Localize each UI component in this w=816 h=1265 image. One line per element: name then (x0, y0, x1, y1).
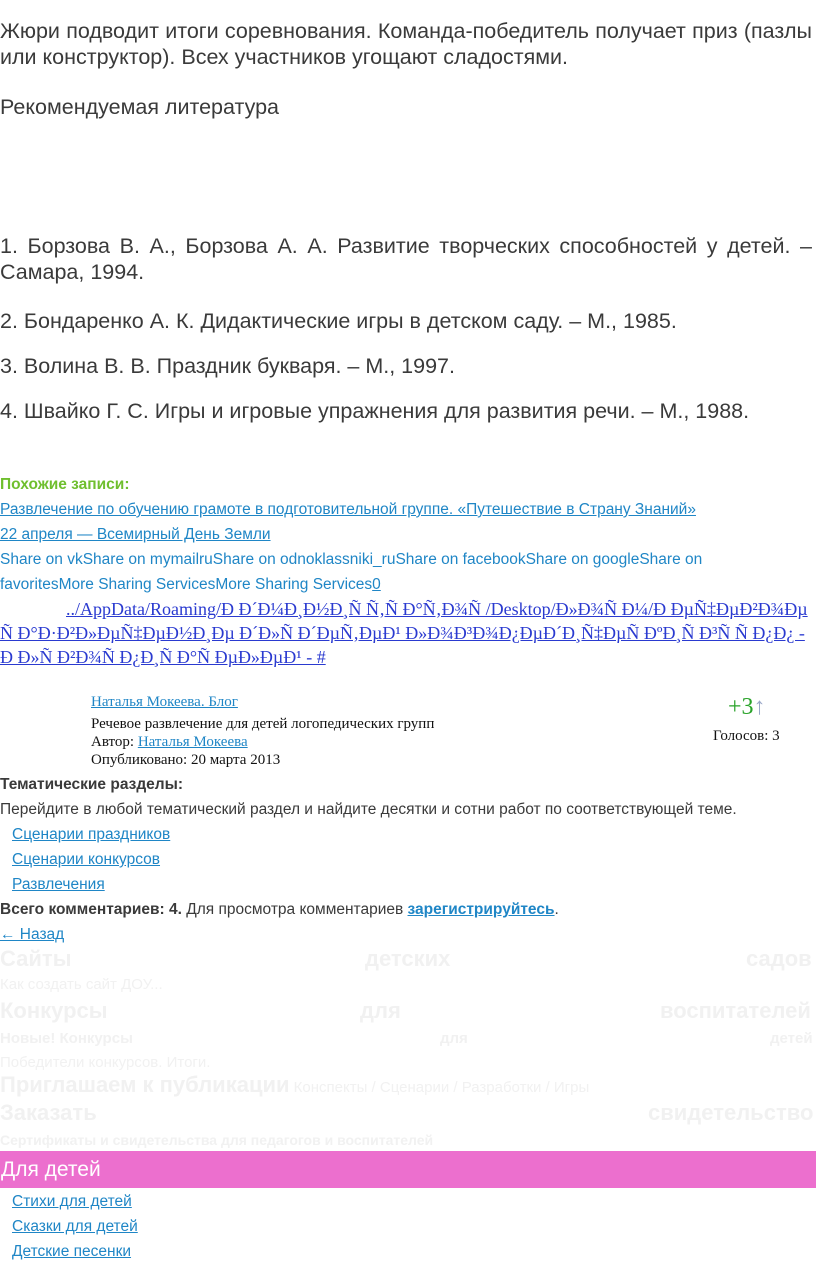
vote-score-value: +3 (728, 694, 754, 720)
blog-post-title: Речевое развлечение для детей логопедических групп (91, 716, 435, 732)
literature-item: 1. Борзова В. А., Борзова А. А. Развитие творческих способностей у детей. – Самара, 1994. (0, 234, 812, 284)
section-link-entertainment[interactable]: Развлечения (12, 876, 105, 893)
literature-heading: Рекомендуемая литература (0, 95, 280, 119)
vote-up-arrow-icon[interactable]: ↑ (753, 694, 766, 720)
faded-text[interactable]: для (360, 998, 401, 1023)
blog-source-link[interactable]: Наталья Мокеева. Блог (91, 694, 238, 710)
comments-text: Для просмотра комментариев (181, 901, 408, 918)
faded-text[interactable]: свидетельство (648, 1100, 814, 1125)
faded-text[interactable]: Как создать сайт ДОУ... (0, 976, 163, 993)
sections-title: Тематические разделы: (0, 776, 184, 793)
comments-end: . (554, 901, 559, 918)
faded-text-invite[interactable] (0, 1072, 589, 1098)
literature-item: 4. Швайко Г. С. Игры и игровые упражнения для развития речи. – М., 1988. (0, 399, 750, 423)
literature-item: 3. Волина В. В. Праздник букваря. – М., 1997. (0, 354, 455, 378)
faded-text[interactable]: детских (365, 946, 451, 971)
blog-author-link[interactable]: Наталья Мокеева (137, 734, 248, 750)
sections-desc: Перейдите в любой тематический раздел и найдите десятки и сотни работ по соответствующей теме. (0, 801, 737, 818)
faded-text[interactable]: детей (770, 1030, 813, 1047)
faded-text[interactable]: садов (746, 946, 812, 971)
faded-text[interactable]: для (440, 1030, 468, 1047)
broken-file-link[interactable]: ../AppData/Roaming/Ð Ð´Ð¼Ð¸Ð½Ð¸Ñ Ñ‚Ñ Ð°Ñ‚Ð¾Ñ /Desktop/Ð»Ð¾Ñ Ð¼/Ð ÐµÑ‡ÐµÐ²Ð¾Ðµ Ñ Ð°Ð·Ð²Ð»ÐµÑ‡ÐµÐ½Ð¸Ðµ Ð´Ð»Ñ Ð´ÐµÑ‚ÐµÐ¹ Ð»Ð¾Ð³Ð¾Ð¿ÐµÐ´Ð¸Ñ‡ÐµÑ ÐºÐ¸Ñ Ð³Ñ Ñ Ð¿Ð¿ - Ð Ð»Ñ Ð²Ð¾Ñ Ð¿Ð¸Ñ Ð°Ñ ÐµÐ»ÐµÐ¹ - # (0, 599, 808, 667)
intro-paragraph: Жюри подводит итоги соревнования. Команда-победитель получает приз (пазлы или конструктор). Всех участников угощают сладостями. (0, 19, 812, 69)
share-links[interactable] (0, 548, 780, 597)
similar-post-link[interactable]: 22 апреля — Всемирный День Земли (0, 526, 271, 543)
faded-text[interactable]: Конкурсы (0, 998, 108, 1023)
kids-link-tales[interactable]: Сказки для детей (12, 1218, 138, 1235)
blog-author-line (91, 734, 248, 751)
literature-item: 2. Бондаренко А. К. Дидактические игры в детском саду. – М., 1985. (0, 309, 677, 333)
kids-link-songs[interactable]: Детские песенки (12, 1243, 132, 1260)
vote-score (728, 694, 766, 721)
section-link-contests[interactable]: Сценарии конкурсов (12, 851, 161, 868)
similar-posts-title: Похожие записи: (0, 476, 130, 493)
faded-text[interactable]: Новые! Конкурсы (0, 1030, 133, 1047)
kids-link-poems[interactable]: Стихи для детей (12, 1193, 132, 1210)
faded-text[interactable]: Победители конкурсов. Итоги. (0, 1054, 211, 1071)
blog-author-label: Автор: (91, 734, 138, 750)
section-link-holidays[interactable]: Сценарии праздников (12, 826, 171, 843)
for-kids-header: Для детей (0, 1151, 816, 1188)
blog-published: Опубликовано: 20 марта 2013 (91, 752, 281, 768)
share-text[interactable]: Share on vkShare on mymailruShare on odnoklassniki_ruShare on facebookShare on googleShare on favoritesMore Sharing ServicesMore Sharing Services (0, 551, 703, 593)
comments-line (0, 898, 559, 923)
comments-count: Всего комментариев: 4. (0, 901, 182, 918)
register-link[interactable]: зарегистрируйтесь (407, 901, 555, 918)
similar-post-link[interactable]: Развлечение по обучению грамоте в подготовительной группе. «Путешествие в Страну Знаний» (0, 501, 696, 518)
faded-text[interactable]: Конспекты / Сценарии / Разработки / Игры (289, 1079, 590, 1096)
faded-text[interactable]: Заказать (0, 1100, 97, 1125)
back-link[interactable]: ← Назад (0, 926, 65, 943)
share-count[interactable]: 0 (372, 575, 381, 593)
faded-text[interactable]: воспитателей (660, 998, 811, 1023)
faded-text[interactable]: Сайты (0, 946, 72, 971)
vote-count: Голосов: 3 (713, 728, 780, 744)
faded-text[interactable]: Сертификаты и свидетельства для педагогов и воспитателей (0, 1132, 434, 1148)
faded-text[interactable]: Приглашаем к публикации (0, 1072, 290, 1097)
